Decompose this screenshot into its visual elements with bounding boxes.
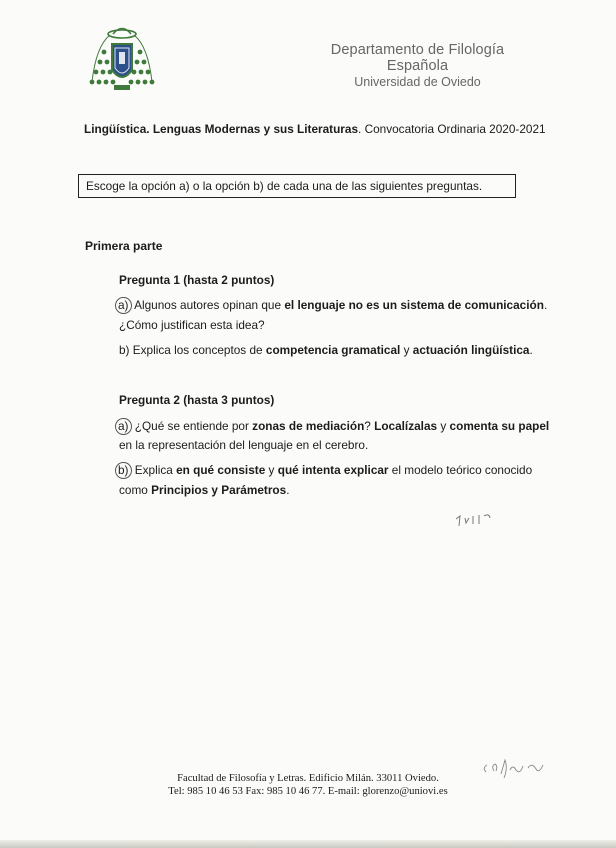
question-2-option-b-line2	[119, 483, 289, 497]
option-a-marker: a)	[115, 418, 132, 435]
department-header	[300, 42, 535, 89]
question-1-option-a-line2: ¿Cómo justifican esta idea?	[119, 318, 265, 332]
q2a-text-mid-2: y	[437, 419, 450, 433]
q2a-text: ¿Qué se entiende por	[131, 419, 253, 433]
q1a-keyword: el lenguaje no es un sistema de comunicación	[284, 298, 544, 312]
q2b-line2-end: .	[286, 483, 290, 497]
footer-contact: Tel: 985 10 46 53 Fax: 985 10 46 77. E-mail: glorenzo@uniovi.es	[168, 786, 448, 797]
page-footer	[0, 772, 616, 798]
q2a-keyword-3: comenta su papel	[449, 419, 550, 433]
q2b-line2-text: como	[119, 483, 152, 497]
part-title: Primera parte	[85, 239, 163, 253]
subject-title: Lingüística. Lenguas Modernas y sus Literaturas	[84, 122, 359, 136]
exam-session: . Convocatoria Ordinaria 2020-2021	[358, 122, 546, 136]
q1a-text-end: .	[543, 298, 548, 312]
question-1-option-b	[119, 343, 533, 357]
q2b-text-mid: y	[265, 463, 278, 477]
department-name: Departamento de Filología Española	[330, 42, 505, 74]
option-a-marker: a)	[115, 297, 132, 314]
q2b-text-end: el modelo teórico conocido	[388, 463, 533, 477]
q2a-text-mid-1: ?	[364, 419, 375, 433]
footer-address: Facultad de Filosofía y Letras. Edificio Milán. 33011 Oviedo.	[177, 773, 439, 784]
question-2-option-a-line2: en la representación del lenguaje en el cerebro.	[119, 438, 369, 452]
q1b-keyword-2: actuación lingüística	[412, 343, 530, 357]
q1b-keyword-1: competencia gramatical	[265, 343, 401, 357]
handwritten-mark-icon	[452, 510, 500, 528]
q1b-text-end: .	[529, 343, 533, 357]
q1b-text: b) Explica los conceptos de	[119, 343, 266, 357]
q2b-keyword-1: en qué consiste	[176, 463, 266, 477]
university-coat-of-arms-icon	[82, 22, 162, 94]
q1a-text: Algunos autores opinan que	[131, 298, 285, 312]
q2b-keyword-2: qué intenta explicar	[277, 463, 389, 477]
q1b-text-mid: y	[400, 343, 413, 357]
instructions-box: Escoge la opción a) o la opción b) de cada una de las siguientes preguntas.	[78, 174, 516, 198]
question-1-title: Pregunta 1 (hasta 2 puntos)	[119, 273, 275, 287]
question-2-option-b	[119, 462, 532, 479]
q2b-text: Explica	[131, 463, 177, 477]
q2a-keyword-2: Localízalas	[374, 419, 438, 433]
scan-bottom-edge	[0, 840, 616, 848]
q2b-model-name: Principios y Parámetros	[151, 483, 287, 497]
q2a-keyword-1: zonas de mediación	[252, 419, 365, 433]
question-2-title: Pregunta 2 (hasta 3 puntos)	[119, 393, 275, 407]
option-b-marker: b)	[115, 462, 132, 479]
question-2-option-a	[119, 418, 549, 435]
question-1-option-a	[119, 297, 547, 314]
university-name: Universidad de Oviedo	[354, 75, 481, 89]
exam-subject-line	[84, 122, 546, 136]
